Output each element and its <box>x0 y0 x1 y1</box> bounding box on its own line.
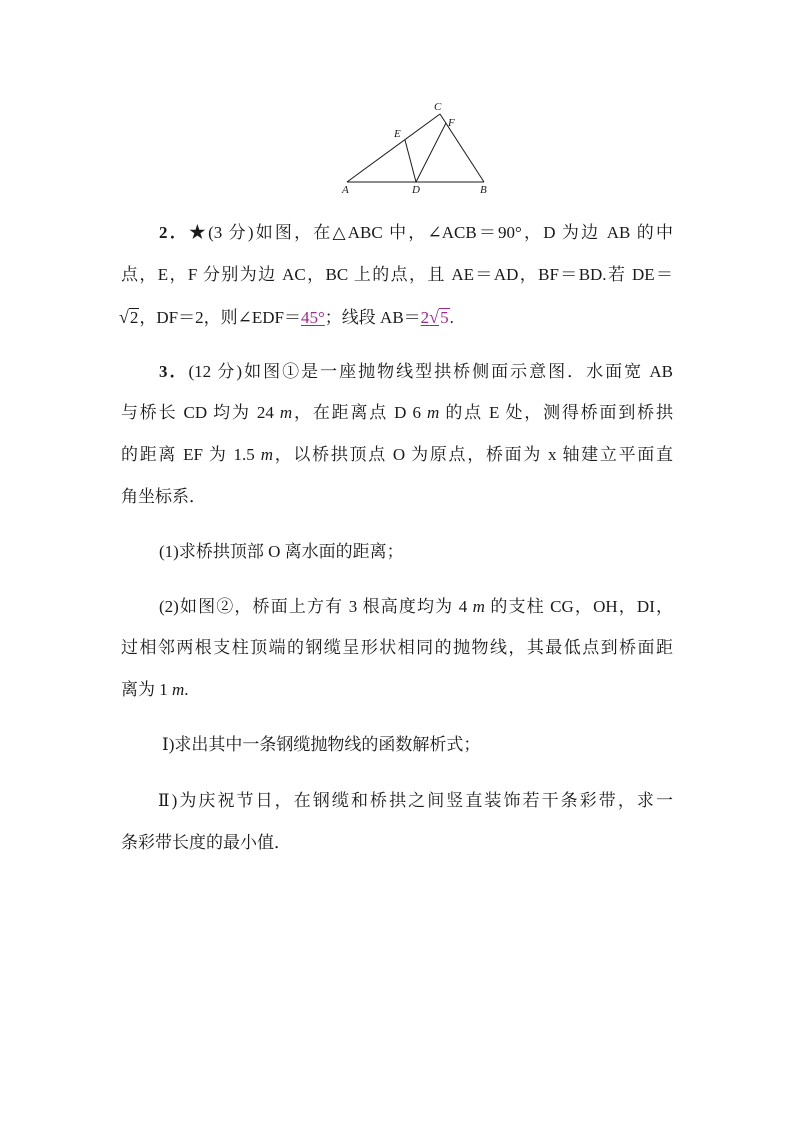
q2-line-3 <box>119 305 454 329</box>
answer-ab-radicand: 5 <box>440 308 449 327</box>
label-d: D <box>412 184 420 196</box>
q3-line-2 <box>121 401 673 425</box>
segment-de <box>405 140 416 182</box>
q3-sub2-text-3a: 离为 1 <box>121 680 172 699</box>
q3-line-3 <box>121 443 673 467</box>
q3-text-2a: 与桥长 CD 均为 24 <box>121 403 280 422</box>
unit-m: m <box>427 403 440 422</box>
q3-sub2-text-1a: (2)如图②，桥面上方有 3 根高度均为 4 <box>159 597 473 616</box>
q3-roman-1-text: Ⅰ)求出其中一条钢缆抛物线的函数解析式； <box>162 735 481 754</box>
unit-m: m <box>172 680 185 699</box>
q3-sub2-line-3 <box>121 678 189 702</box>
label-f: F <box>448 117 455 129</box>
unit-m: m <box>279 403 293 422</box>
q3-sub2-line-1 <box>159 595 673 619</box>
answer-ab <box>421 308 450 327</box>
q2-line-2 <box>121 263 673 287</box>
triangle-figure <box>330 95 500 200</box>
q3-text-4: 角坐标系． <box>121 487 206 506</box>
q2-line-1 <box>159 221 673 245</box>
q2-text-3b: ；线段 AB＝ <box>324 308 421 327</box>
answer-angle-edf: 45° <box>300 308 325 327</box>
q2-text-2: 点，E，F 分别为边 AC，BC 上的点，且 AE＝AD，BF＝BD.若 DE＝ <box>121 265 673 284</box>
q2-text-1: (3 分)如图，在△ABC 中，∠ACB＝90°，D 为边 AB 的中 <box>208 223 673 242</box>
segment-bc <box>440 114 484 182</box>
q3-text-1: (12 分)如图①是一座抛物线型拱桥侧面示意图．水面宽 AB <box>188 362 674 381</box>
q3-sub1-text: (1)求桥拱顶部 O 离水面的距离； <box>159 542 404 561</box>
q2-text-3c: . <box>449 308 454 327</box>
answer-ab-sqrt-symbol: √ <box>429 307 440 327</box>
q2-number: 2． <box>159 223 189 242</box>
q3-roman-2-line-2 <box>121 831 291 855</box>
q3-sub2-line-2 <box>121 636 673 660</box>
q3-text-2b: ，在距离点 D 6 <box>292 403 428 422</box>
unit-m: m <box>472 597 485 616</box>
q2-text-3a: ，DF＝2，则∠EDF＝ <box>139 308 301 327</box>
q3-sub2-text-1b: 的支柱 CG，OH，DI， <box>484 597 674 616</box>
q3-sub1 <box>159 540 404 564</box>
label-b: B <box>480 184 487 196</box>
answer-ab-coefficient: 2 <box>420 308 430 327</box>
q3-roman-2-line-1 <box>158 789 673 813</box>
q3-line-4 <box>121 485 206 509</box>
q3-text-2c: 的点 E 处，测得桥面到桥拱 <box>439 403 673 422</box>
q3-line-1 <box>159 360 673 384</box>
q3-text-3b: ，以桥拱顶点 O 为原点，桥面为 x 轴建立平面直 <box>273 445 673 464</box>
q3-roman-2-text-1: Ⅱ)为庆祝节日，在钢缆和桥拱之间竖直装饰若干条彩带，求一 <box>158 791 673 810</box>
q3-number: 3． <box>159 362 189 381</box>
segment-ac <box>347 114 440 182</box>
segment-df <box>416 123 446 182</box>
sqrt-radicand: 2 <box>129 308 139 327</box>
label-e: E <box>394 128 401 140</box>
sqrt-symbol: √ <box>119 307 129 327</box>
q3-sub2-text-3b: . <box>184 680 189 699</box>
label-c: C <box>434 101 442 113</box>
label-a: A <box>342 184 349 196</box>
q2-star-icon: ★ <box>188 223 209 242</box>
unit-m: m <box>260 445 274 464</box>
q3-text-3a: 的距离 EF 为 1.5 <box>121 445 261 464</box>
q3-roman-2-text-2: 条彩带长度的最小值． <box>121 833 291 852</box>
q3-roman-1 <box>162 733 480 757</box>
q3-sub2-text-2: 过相邻两根支柱顶端的钢缆呈形状相同的抛物线，其最低点到桥面距 <box>121 638 673 657</box>
